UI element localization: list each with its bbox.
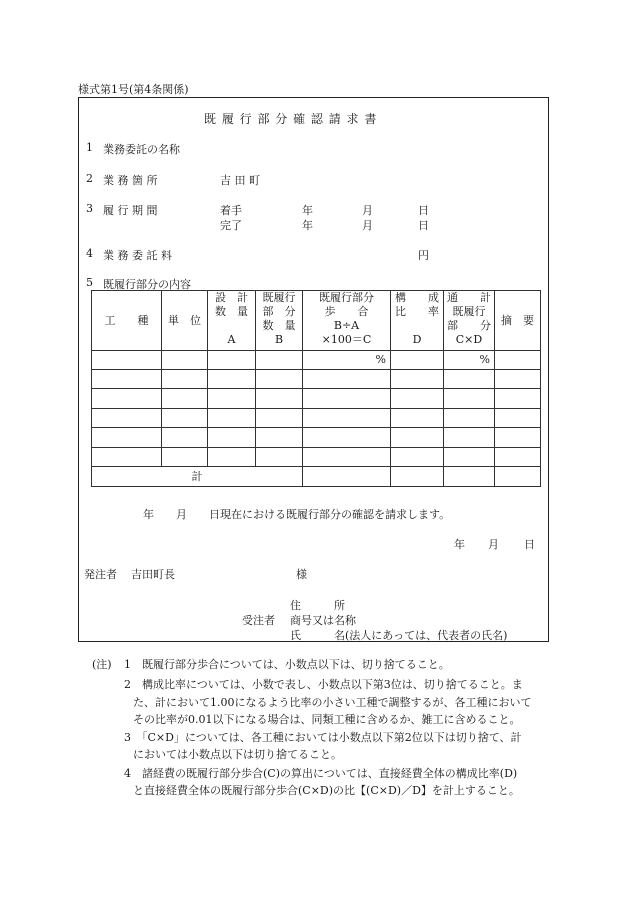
contractor-address: 住 所 (290, 599, 345, 612)
table-row (92, 389, 541, 409)
header-buai-line1: 既履行部分 (319, 291, 374, 304)
header-kirikou-line3: 数 量 (262, 319, 296, 332)
total-row (92, 467, 541, 487)
header-kousei-line1: 構 成 (395, 291, 439, 304)
date-month: 月 (488, 538, 499, 551)
header-sekkei-line3 (208, 319, 255, 333)
item-3-number: 3 (86, 202, 93, 215)
total-label: 計 (92, 467, 303, 487)
header-kirikou-line4: B (274, 333, 284, 346)
item-3-label: 履 行 期 間 (103, 204, 158, 217)
header-kirikou-line2: 部 分 (262, 305, 296, 318)
date-day: 日 (524, 538, 535, 551)
end-month: 月 (362, 219, 373, 232)
percent-c[interactable]: % (303, 351, 391, 370)
contractor-role: 受注者 (242, 614, 275, 627)
table-row (92, 351, 541, 370)
request-sentence: 年 月 日現在における既履行部分の確認を請求します。 (143, 508, 451, 521)
note-2-line3: その比率が0.01以下になる場合は、同類工種に含めるか、雑工に含めること。 (133, 713, 521, 726)
table-row (92, 428, 541, 448)
start-month: 月 (362, 204, 373, 217)
document-title: 既 履 行 部 分 確 認 請 求 書 (204, 112, 378, 126)
note-2-line1: 2 構成比率については、小数で表し、小数点以下第3位は、切り捨てること。ま (124, 678, 523, 691)
item-5-number: 5 (86, 276, 93, 289)
table-row (92, 370, 541, 389)
item-2-label: 業 務 箇 所 (103, 174, 158, 187)
contractor-company: 商号又は名称 (290, 614, 356, 627)
header-kousei-line4: D (412, 333, 422, 346)
end-label: 完了 (220, 219, 242, 232)
header-kirikou-line1: 既履行 (262, 291, 296, 304)
item-2-value: 吉 田 町 (220, 174, 260, 187)
form-label: 様式第1号(第4条関係) (78, 83, 189, 96)
note-4-line2: と直接経費全体の既履行部分歩合(C×D)の比【(C×D)／D】を計上すること。 (133, 784, 520, 797)
header-buai (303, 291, 391, 351)
item-1-label: 業務委託の名称 (103, 143, 180, 156)
contractor-name: 氏 名(法人にあっては、代表者の氏名) (290, 629, 508, 642)
header-sekkei (208, 291, 256, 351)
header-kousei-line2: 比 率 (395, 305, 439, 318)
start-year: 年 (302, 204, 313, 217)
header-kousei-line3 (391, 319, 443, 333)
note-1: 1 既履行部分歩合については、小数点以下は、切り捨てること。 (124, 658, 450, 671)
header-sekkei-line2: 数 量 (215, 305, 248, 318)
table-row (92, 409, 541, 428)
item-2-number: 2 (86, 172, 93, 185)
item-4-label: 業 務 委 託 料 (103, 249, 172, 262)
header-sekkei-line4: A (227, 333, 236, 346)
header-tsuukei-line2: 既履行 (452, 305, 486, 318)
fee-unit: 円 (418, 249, 429, 262)
note-3-line2: においては小数点以下は切り捨てること。 (133, 748, 342, 761)
orderer-name: 吉田町長 (131, 568, 175, 581)
header-buai-line3: B÷A (333, 319, 360, 332)
orderer-honorific: 様 (296, 568, 307, 581)
header-tsuukei (444, 291, 495, 351)
note-2-line2: た、計において1.00になるよう比率の小さい工種で調整するが、各工種において (133, 696, 532, 709)
table-row (92, 448, 541, 467)
header-kousei (391, 291, 444, 351)
start-label: 着手 (220, 204, 242, 217)
item-1-number: 1 (86, 141, 93, 154)
header-tsuukei-line4: C×D (455, 333, 483, 346)
percent-cd[interactable]: % (444, 351, 495, 370)
header-tani: 単 位 (162, 291, 208, 351)
header-tsuukei-line3: 部 分 (447, 319, 491, 332)
header-tekiyou: 摘 要 (495, 291, 541, 351)
item-5-label: 既履行部分の内容 (103, 278, 191, 291)
header-sekkei-line1: 設 計 (215, 291, 248, 304)
header-koshu: 工 種 (92, 291, 162, 351)
item-4-number: 4 (86, 247, 93, 260)
header-buai-line2: 歩 合 (324, 305, 369, 318)
header-kirikou (256, 291, 303, 351)
date-year: 年 (454, 538, 465, 551)
end-day: 日 (418, 219, 429, 232)
notes-heading: (注) (92, 658, 112, 671)
end-year: 年 (302, 219, 313, 232)
orderer-label: 発注者 (84, 568, 117, 581)
start-day: 日 (418, 204, 429, 217)
note-3-line1: 3 「C×D」については、各工種においては小数点以下第2位以下は切り捨て、計 (124, 731, 522, 744)
header-tsuukei-line1: 通 計 (447, 291, 491, 304)
table-header-row (92, 291, 541, 351)
header-buai-line4: ×100＝C (321, 333, 372, 346)
note-4-line1: 4 諸経費の既履行部分歩合(C)の算出については、直接経費全体の構成比率(D) (124, 767, 518, 780)
progress-table (91, 290, 541, 487)
